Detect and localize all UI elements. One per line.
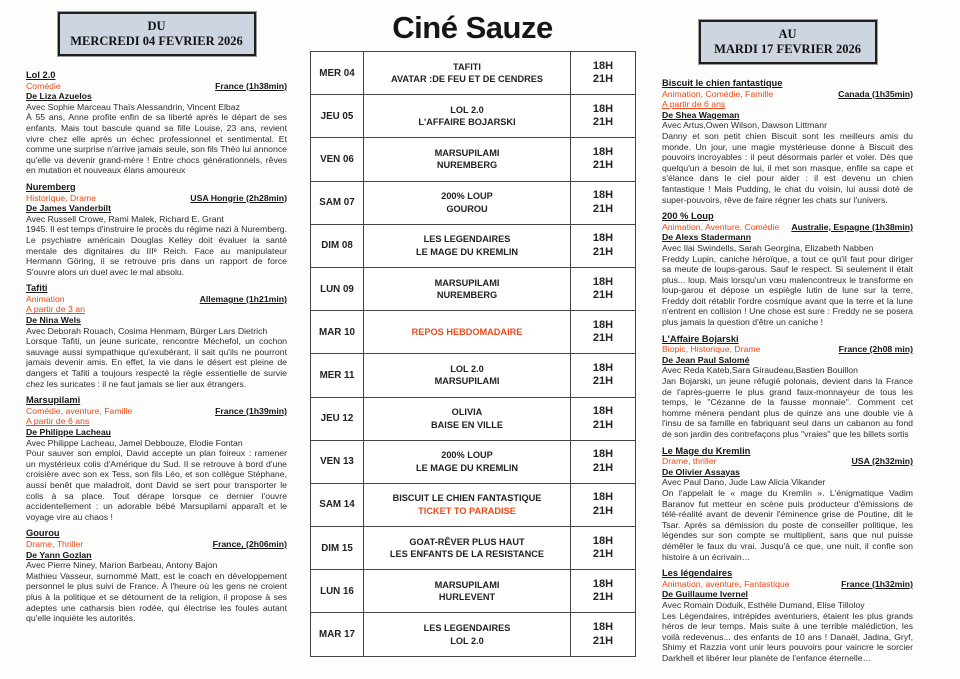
schedule-day-cell: SAM 07 [311, 181, 364, 224]
schedule-times-cell [571, 483, 636, 526]
schedule-time-21h: 21H [592, 634, 614, 647]
film-genre: Historique, Drame [26, 192, 97, 203]
schedule-time-18h: 18H [592, 232, 614, 245]
film-synopsis: 1945. Il est temps d'instruire le procès du régime nazi à Nuremberg. Le psychiatre américain Douglas Kelley doit évaluer la santé mentale des dignitaires du IIIᵉ Reich. Face au manipulateur Hermann Göring, il se retrouve pris dans un rapport de force S'ouvre alors un duel avec le mal absolu. [26, 224, 287, 277]
schedule-time-18h: 18H [592, 189, 614, 202]
film-entry [662, 211, 913, 328]
schedule-table [310, 51, 636, 657]
schedule-time-18h: 18H [592, 318, 614, 331]
film-meta-row [26, 406, 287, 417]
film-meta-row [662, 344, 913, 355]
schedule-row [311, 440, 636, 483]
schedule-times-cell [571, 354, 636, 397]
schedule-films-cell [364, 224, 571, 267]
schedule-films-cell [364, 311, 571, 354]
schedule-film-line1: LES LEGENDAIRES [423, 234, 511, 245]
schedule-films-cell [364, 181, 571, 224]
film-genre: Drame, Thriller [26, 538, 84, 549]
schedule-film-line2: MARSUPILAMI [434, 376, 500, 387]
film-director: De James Vanderbilt [26, 203, 111, 214]
schedule-films-cell [364, 483, 571, 526]
film-title: Les légendaires [662, 568, 733, 579]
schedule-row [311, 267, 636, 310]
schedule-films-cell [364, 95, 571, 138]
schedule-day-cell: MER 04 [311, 52, 364, 95]
film-synopsis: Pour sauver son emploi, David accepte un plan foireux : ramener un mystérieux colis d'Amérique du Sud. Il se retrouve à bord d'une croisière avec son ex Tess, son fils Léo, et son collègue Stéphane, aussi benêt que maladroit, dont David se sert pour transporter le colis à sa place. Tout dérape lorsque ce dernier l'ouvre accidentellement : un adorable bébé Marsupilami apparaît et le voyage vire au chaos ! [26, 448, 287, 522]
film-genre: Animation [26, 293, 65, 304]
schedule-time-21h: 21H [592, 332, 614, 345]
schedule-time-21h: 21H [592, 591, 614, 604]
film-synopsis: À 55 ans, Anne profite enfin de sa liberté après le départ de ses enfants. Mais tout bascule quand sa fille Louise, 23 ans, revient vivre chez elle après un échec professionnel et sentimental. Et comme une surprise n'arrive jamais seule, son fils Théo lui annonce qu'elle va devenir grand-mère ! Entre chocs générationnels, rêves en mutation et nouveaux élans amoureux [26, 112, 287, 176]
schedule-films-cell [364, 267, 571, 310]
date-end-line1: AU [778, 27, 797, 41]
schedule-films-cell [364, 397, 571, 440]
film-entry [662, 334, 913, 440]
film-country-duration: France (1h39min) [215, 405, 287, 416]
date-start-line1: DU [147, 19, 166, 33]
film-genre: Comédie, aventure, Famille [26, 405, 133, 416]
schedule-time-21h: 21H [592, 116, 614, 129]
film-country-duration: France (1h32min) [841, 578, 913, 589]
schedule-time-21h: 21H [592, 245, 614, 258]
schedule-film-line2: HURLEVENT [438, 592, 496, 603]
schedule-times-cell [571, 95, 636, 138]
film-director: De Nina Wels [26, 315, 81, 326]
schedule-row [311, 52, 636, 95]
film-entry [26, 528, 287, 623]
schedule-film-line1: LES LEGENDAIRES [423, 623, 511, 634]
schedule-films-cell [364, 570, 571, 613]
schedule-time-18h: 18H [592, 145, 614, 158]
film-age-rating: A partir de 6 ans [662, 99, 726, 110]
film-title: Nuremberg [26, 181, 76, 192]
film-synopsis: Lorsque Tafiti, un jeune suricate, rencontre Méchefol, un cochon sauvage aussi sympathique qu'exubérant, il sait qu'ils ne pourront jamais devenir amis. En effet, la vie dans le désert est pleine de dangers et Tafiti a toujours respecté la règle essentielle de survie chez les suricates : il ne faut jamais se lier aux étrangers. [26, 336, 287, 389]
schedule-time-18h: 18H [592, 361, 614, 374]
schedule-row [311, 527, 636, 570]
film-genre: Animation, Comédie, Famille [662, 88, 774, 99]
schedule-day-cell: JEU 05 [311, 95, 364, 138]
film-director: De Yann Gozlan [26, 549, 92, 560]
schedule-time-18h: 18H [592, 102, 614, 115]
schedule-time-18h: 18H [592, 405, 614, 418]
film-title: Tafiti [26, 283, 48, 294]
date-start-line2: MERCREDI 04 FEVRIER 2026 [70, 34, 243, 48]
film-entry [662, 446, 913, 563]
schedule-film-line2: LE MAGE DU KREMLIN [415, 246, 519, 257]
schedule-day-cell: DIM 08 [311, 224, 364, 267]
schedule-time-18h: 18H [592, 491, 614, 504]
schedule-time-21h: 21H [592, 202, 614, 215]
film-synopsis: Les Légendaires, intrépides aventuriers, étaient les plus grands héros de leur temps. Mais suite à une terrible malédiction, les voilà redevenus... des enfants de 10 ans ! Danaël, Jadina, Gryf, Shimy et Razzia vont unir leurs pouvoirs pour vaincre le sorcier Darkhell et libérer leur planète de l'enfance éternelle… [662, 610, 913, 663]
film-list-left [26, 70, 287, 624]
film-cast: Avec Paul Dano, Jude Law Alicia Vikander [662, 477, 826, 488]
schedule-times-cell [571, 570, 636, 613]
film-title: 200 % Loup [662, 211, 714, 222]
schedule-time-18h: 18H [592, 621, 614, 634]
film-genre: Comédie [26, 80, 61, 91]
schedule-film-line1: REPOS HEBDOMADAIRE [411, 326, 523, 337]
schedule-day-cell: VEN 06 [311, 138, 364, 181]
schedule-row [311, 311, 636, 354]
film-meta-row [26, 81, 287, 92]
schedule-film-line2: TICKET TO PARADISE [418, 505, 516, 516]
film-director: De Shea Wageman [662, 109, 740, 120]
schedule-films-cell [364, 138, 571, 181]
film-meta-row [662, 579, 913, 590]
film-country-duration: Allemagne (1h21min) [199, 293, 287, 304]
film-director: De Guillaume Ivernel [662, 589, 748, 600]
film-country-duration: France, (2h06min) [212, 538, 287, 549]
schedule-row [311, 95, 636, 138]
schedule-times-cell [571, 267, 636, 310]
schedule-row [311, 397, 636, 440]
film-age-rating: A partir de 3 an [26, 304, 85, 315]
film-entry [662, 568, 913, 663]
schedule-times-cell [571, 52, 636, 95]
schedule-film-line1: LOL 2.0 [450, 363, 484, 374]
film-country-duration: USA (2h32min) [851, 456, 913, 467]
film-country-duration: France (1h38min) [215, 80, 287, 91]
schedule-time-21h: 21H [592, 159, 614, 172]
film-genre: Drame, thriller [662, 456, 717, 467]
schedule-film-line2: LOL 2.0 [450, 635, 484, 646]
film-entry [26, 395, 287, 522]
film-meta-row [26, 294, 287, 305]
center-column [310, 0, 635, 679]
schedule-row [311, 181, 636, 224]
schedule-row [311, 613, 636, 656]
schedule-films-cell [364, 613, 571, 656]
film-title: Lol 2.0 [26, 70, 56, 80]
film-synopsis: Mathieu Vasseur, surnommé Matt, est le coach en développement personnel le plus suivi de France. À l'heure où les gens ne croient plus à la politique et se détournent de la religion, il propose à ses adeptes une catharsis bien rodée, qui électrise les foules autant qu'elle inquiète les autorités. [26, 570, 287, 624]
schedule-film-line1: BISCUIT LE CHIEN FANTASTIQUE [392, 493, 542, 504]
schedule-time-18h: 18H [592, 577, 614, 590]
schedule-times-cell [571, 440, 636, 483]
schedule-films-cell [364, 52, 571, 95]
schedule-time-18h: 18H [592, 59, 614, 72]
schedule-day-cell: DIM 15 [311, 527, 364, 570]
schedule-row [311, 224, 636, 267]
date-end-line2: MARDI 17 FEVRIER 2026 [714, 42, 861, 56]
film-cast: Avec Romain Doduik, Esthèle Dumand, Elise Tilloloy [662, 599, 865, 610]
schedule-film-line2: NUREMBERG [436, 290, 498, 301]
film-synopsis: Jan Bojarski, un jeune réfugié polonais, devient dans la France de l'après-guerre le plus grand faux-monnayeur de tous les temps, le "Cézanne de la fausse monnaie". Comment cet homme mènera pendant plus de quinze ans une double vie à l'insu de sa famille en fabriquant seul dans un cabanon au fond de son jardin des contrefaçons plus "vraies" que les billets sortis [662, 376, 913, 439]
schedule-times-cell [571, 397, 636, 440]
schedule-film-line1: MARSUPILAMI [434, 277, 500, 288]
film-entry [26, 70, 287, 176]
film-meta-row [662, 89, 913, 100]
film-entry [662, 78, 913, 205]
film-director: De Jean Paul Salomé [662, 354, 750, 365]
schedule-film-line1: MARSUPILAMI [434, 579, 500, 590]
schedule-films-cell [364, 354, 571, 397]
film-cast: Avec Russell Crowe, Rami Malek, Richard E. Grant [26, 213, 224, 224]
schedule-film-line1: 200% LOUP [441, 450, 493, 461]
film-age-rating: A partir de 6 ans [26, 416, 90, 427]
schedule-times-cell [571, 224, 636, 267]
right-column [662, 0, 913, 679]
schedule-film-line1: OLIVIA [451, 407, 483, 418]
film-list-right [662, 78, 913, 663]
date-range-end-box [699, 20, 877, 64]
film-synopsis: Danny et son petit chien Biscuit sont les meilleurs amis du monde. Un jour, une magie mystérieuse donne à Biscuit des pouvoirs incroyables : il peut désormais parler et voler. Dès que quelqu'un a besoin de lui, il met son masque, enfile sa cape et s'élance dans le ciel pour aider : il est devenu un chien fantastique ! Mais Pudding, le chat du voisin, lui aussi doté de super-pouvoirs, rêve de faire régner les chats sur l'univers. [662, 130, 913, 205]
schedule-row [311, 483, 636, 526]
schedule-time-21h: 21H [592, 504, 614, 517]
schedule-row [311, 138, 636, 181]
page-title: Ciné Sauze [392, 10, 553, 45]
film-entry [26, 283, 287, 389]
film-country-duration: Australie, Espagne (1h38min) [791, 221, 913, 232]
schedule-film-line2: LES ENFANTS DE LA RESISTANCE [389, 549, 545, 560]
film-cast: Avec Sophie Marceau Thaïs Alessandrin, Vincent Elbaz [26, 101, 240, 112]
film-synopsis: Freddy Lupin, caniche héroïque, a tout ce qu'il faut pour diriger sa meute de loups-garous. Sauf le respect. Si seulement il était plus... loup. Mais lorsqu'un vœu malencontreux le transforme en loup-garou et dépose un espiègle lutin de lune sur la terre, Freddy doit rétablir l'ordre cosmique avant que la terre et la lune n'entrent en collision ! Une chose est sure : Freddy ne se posera plus jamais la question d'être un caniche ! [662, 253, 913, 328]
schedule-time-18h: 18H [592, 448, 614, 461]
schedule-time-18h: 18H [592, 275, 614, 288]
schedule-film-line2: GOUROU [446, 203, 488, 214]
schedule-films-cell [364, 440, 571, 483]
schedule-film-line2: AVATAR :DE FEU ET DE CENDRES [391, 74, 543, 85]
film-title: Gourou [26, 528, 60, 539]
schedule-time-21h: 21H [592, 548, 614, 561]
film-genre: Biopic, Historique, Drame [662, 344, 761, 355]
film-title: Le Mage du Kremlin [662, 445, 751, 456]
schedule-time-21h: 21H [592, 73, 614, 86]
schedule-film-line2: NUREMBERG [436, 160, 498, 171]
schedule-row [311, 354, 636, 397]
schedule-film-line1: GOAT-RÊVER PLUS HAUT [409, 536, 525, 547]
film-title: L'Affaire Bojarski [662, 333, 739, 344]
schedule-times-cell [571, 311, 636, 354]
film-meta-row [662, 222, 913, 233]
schedule-times-cell [571, 138, 636, 181]
date-range-start-box [58, 12, 256, 56]
schedule-times-cell [571, 527, 636, 570]
schedule-film-line2: BAISE EN VILLE [431, 419, 503, 430]
film-meta-row [26, 193, 287, 204]
film-genre: Animation, aventure, Fantastique [662, 578, 790, 589]
film-title: Biscuit le chien fantastique [662, 78, 783, 88]
film-cast: Avec Ilai Swindells, Sarah Georgina, Elizabeth Nabben [662, 242, 874, 253]
schedule-day-cell: LUN 09 [311, 267, 364, 310]
film-director: De Philippe Lacheau [26, 427, 111, 437]
film-cast: Avec Artus,Owen Wilson, Dawson Littmanr [662, 120, 827, 131]
schedule-time-21h: 21H [592, 375, 614, 388]
film-cast: Avec Philippe Lacheau, Jamel Debbouze, Elodie Fontan [26, 437, 243, 448]
film-cast: Avec Pierre Niney, Marion Barbeau, Antony Bajon [26, 560, 218, 571]
film-cast: Avec Deborah Rouach, Cosima Henmam, Bürger Lars Dietrich [26, 325, 268, 336]
schedule-times-cell [571, 613, 636, 656]
left-column [26, 0, 287, 679]
film-synopsis: On l'appelait le « mage du Kremlin ». L'énigmatique Vadim Baranov fut metteur en scène puis producteur d'émissions de télé-réalité avant de devenir l'éminence grise de Poutine, dit le Tsar. Après sa démission du poste de conseiller politique, les légendes sur son compte se multiplient, sans que nul puisse démêler le faux du vrai. Jusqu'à ce que, une nuit, il confie son histoire à un écrivain… [662, 487, 913, 562]
schedule-day-cell: MAR 17 [311, 613, 364, 656]
film-country-duration: Canada (1h35min) [838, 88, 913, 99]
film-country-duration: USA Hongrie (2h28min) [190, 192, 287, 203]
schedule-film-line2: L'AFFAIRE BOJARSKI [418, 117, 516, 128]
schedule-films-cell [364, 527, 571, 570]
schedule-time-21h: 21H [592, 461, 614, 474]
schedule-day-cell: VEN 13 [311, 440, 364, 483]
schedule-time-18h: 18H [592, 534, 614, 547]
schedule-row [311, 570, 636, 613]
schedule-times-cell [571, 181, 636, 224]
film-title: Marsupilami [26, 395, 81, 406]
schedule-day-cell: MER 11 [311, 354, 364, 397]
schedule-day-cell: LUN 16 [311, 570, 364, 613]
film-cast: Avec Reda Kateb,Sara Giraudeau,Bastien Bouillon [662, 365, 858, 376]
schedule-day-cell: JEU 12 [311, 397, 364, 440]
schedule-film-line1: MARSUPILAMI [434, 147, 500, 158]
film-meta-row [662, 456, 913, 467]
film-genre: Animation, Aventure, Comédie [662, 221, 780, 232]
schedule-film-line1: 200% LOUP [441, 191, 493, 202]
film-entry [26, 182, 287, 277]
film-director: De Liza Azuelos [26, 91, 92, 102]
schedule-time-21h: 21H [592, 418, 614, 431]
schedule-time-21h: 21H [592, 289, 614, 302]
film-director: De Alexs Stadermann [662, 232, 751, 243]
film-director: De Olivier Assayas [662, 466, 740, 477]
schedule-film-line1: LOL 2.0 [450, 104, 484, 115]
schedule-film-line1: TAFITI [453, 61, 481, 72]
schedule-day-cell: SAM 14 [311, 483, 364, 526]
film-meta-row [26, 539, 287, 550]
schedule-film-line2: LE MAGE DU KREMLIN [415, 462, 519, 473]
schedule-day-cell: MAR 10 [311, 311, 364, 354]
film-country-duration: France (2h08 min) [838, 344, 913, 355]
